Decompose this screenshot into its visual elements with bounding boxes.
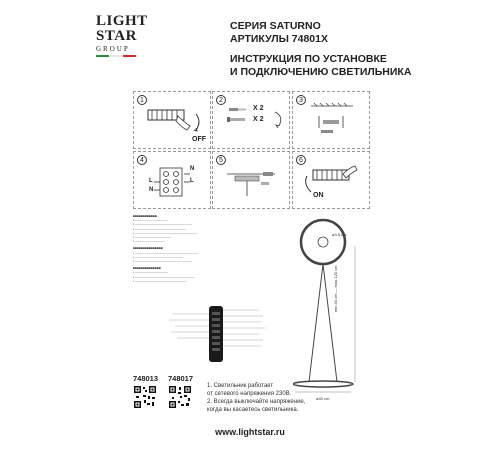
- italian-flag: [96, 55, 136, 57]
- step-3: [292, 91, 370, 149]
- title-line1: ИНСТРУКЦИЯ ПО УСТАНОВКЕ: [230, 53, 387, 65]
- on-label: ON: [313, 192, 324, 199]
- dimension-small-diameter: ø3,5 cm: [332, 232, 347, 237]
- steps-grid: [133, 91, 370, 208]
- note-2: 2. Всегда выключайте напряжение,: [207, 399, 306, 405]
- terminal-l2-label: L: [149, 178, 153, 184]
- remote-control-diagram: [163, 304, 273, 374]
- code-748017: 748017: [168, 374, 194, 383]
- screws-count-b: X 2: [253, 116, 264, 123]
- step-number: 4: [137, 155, 147, 165]
- header: [230, 20, 328, 46]
- terminal-l-label: L: [190, 178, 194, 184]
- step-number: 6: [296, 155, 306, 165]
- step-5: [212, 151, 290, 209]
- step-4: [133, 151, 211, 209]
- terminal-n-label: N: [190, 166, 195, 172]
- safety-notes: [207, 382, 305, 414]
- step-6: [292, 151, 370, 209]
- note-2-cont: когда вы касаетесь светильника.: [207, 407, 299, 413]
- lightstar-logo: [96, 14, 152, 57]
- article-numbers: АРТИКУЛЫ 74801X: [230, 33, 328, 45]
- website-link[interactable]: www.lightstar.ru: [215, 427, 285, 437]
- dimension-large-diameter: ø40 cm: [316, 396, 330, 401]
- step-number: 5: [216, 155, 226, 165]
- note-1: 1. Светильник работает: [207, 383, 274, 389]
- logo-line2: STAR: [96, 28, 137, 44]
- code-748013: 748013: [133, 374, 159, 383]
- logo-line3: GROUP: [96, 45, 130, 53]
- page-title: [230, 53, 411, 79]
- screws-illustration: [213, 92, 291, 150]
- step-number: 1: [137, 95, 147, 105]
- note-1-cont: от сетевого напряжения 230В.: [207, 391, 292, 397]
- ceiling-mount-illustration: [293, 92, 371, 150]
- step-number: 3: [296, 95, 306, 105]
- instruction-text-block: ■■■■■■■■■■■■ • ——————————— • ——————————————————— • ————————————————— • ————————————————————— • ———————————— • —————————— ■■■■■■■■■■■■■■■ • ————————————————————— • ———————————————— • ——————————————————— ■■■■■■■■■■■■■■ • ——————————— • ———————————————————— • —————————————————: [133, 214, 198, 283]
- step-number: 2: [216, 95, 226, 105]
- step-2: [212, 91, 290, 149]
- fixing-illustration: [213, 152, 291, 210]
- title-line2: И ПОДКЛЮЧЕНИЮ СВЕТИЛЬНИКА: [230, 66, 412, 78]
- terminal-n2-label: N: [149, 187, 154, 193]
- off-label: OFF: [192, 136, 206, 143]
- terminal-block-illustration: [134, 152, 212, 210]
- series-name: СЕРИЯ SATURNO: [230, 20, 321, 32]
- breaker-on-illustration: [293, 152, 371, 210]
- qr-code-icon: [168, 385, 192, 409]
- step-1: [133, 91, 211, 149]
- logo-line1: LIGHT: [96, 13, 148, 29]
- qr-code-icon: [133, 385, 157, 409]
- dimension-height: min 40 cm — max 120 cm: [333, 265, 338, 312]
- screws-count-a: X 2: [253, 105, 264, 112]
